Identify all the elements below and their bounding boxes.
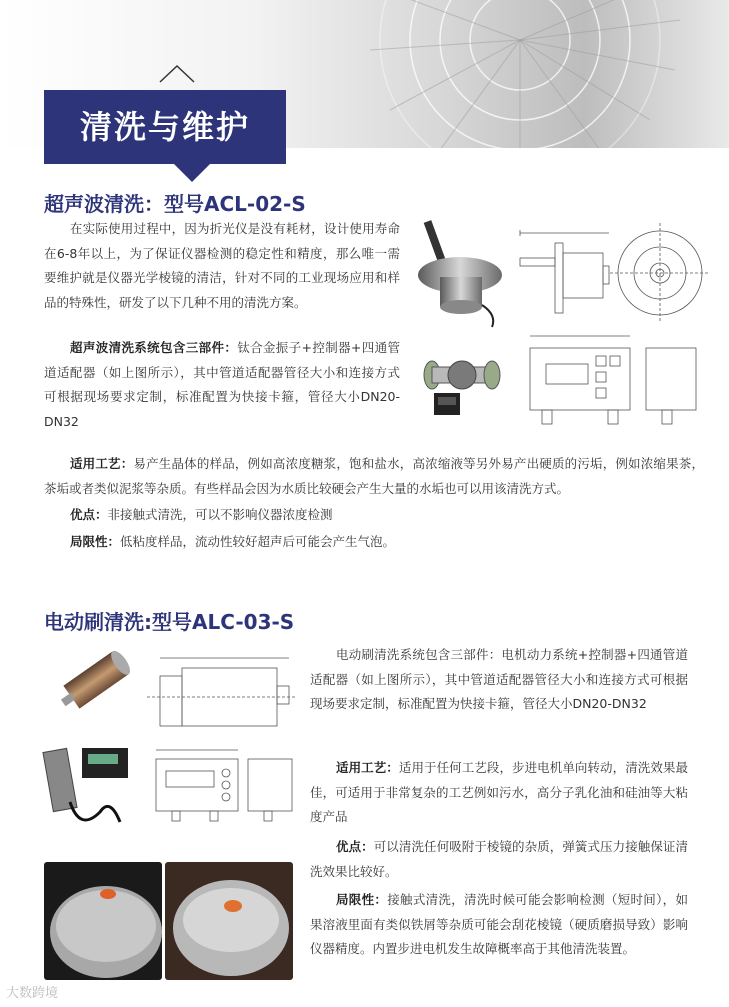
section2-limit-text: 接触式清洗，清洗时候可能会影响检测（短时间），如果溶液里面有类似铁屑等杂质可能会刮花棱镜（硬质磨损导致）影响仪器精度。内置步进电机发生故障概率高于其他清洗装置。 [310,892,688,956]
section2-advantage-text: 可以清洗任何吸附于棱镜的杂质，弹簧式压力接触保证清洗效果比较好。 [310,839,688,879]
section1-components-text: 钛合金振子+控制器+四通管道适配器（如上图所示），其中管道适配器管径大小和连接方式可根据现场要求定制，标准配置为快接卡箍，管径大小DN20-DN32 [44,340,400,429]
section2-process-label: 适用工艺： [336,760,399,775]
section2-heading: 电动刷清洗:型号ALC-03-S [44,610,295,634]
section-banner [44,90,286,164]
section2-process [310,756,688,830]
brush-prism-photo-1 [44,862,162,980]
section2-advantage-label: 优点： [336,839,374,854]
section1-limit-text: 低粘度样品，流动性较好超声后可能会产生气泡。 [120,534,396,549]
ultrasonic-pipe-adapter-photo [412,345,512,425]
watermark: 大数跨境 [6,986,59,1001]
section2-limit [310,888,688,962]
section2-intro: 电动刷清洗系统包含三部件：电机动力系统+控制器+四通管道适配器（如上图所示），其中管道适配器管径大小和连接方式可根据现场要求定制，标准配置为快接卡箍，管径大小DN20-DN32 [310,647,688,711]
section1-heading: 超声波清洗：型号ACL-02-S [44,192,306,216]
brush-controller-technical-drawing [148,745,300,825]
controller-technical-drawing [512,330,712,430]
section1-limit [70,530,700,555]
brush-controller-photo [40,742,135,832]
section1-components-label: 超声波清洗系统包含三部件： [70,340,238,355]
banner-title: 清洗与维护 [79,108,250,146]
section2-process-text: 适用于任何工艺段，步进电机单向转动，清洗效果最佳，可适用于非常复杂的工艺例如污水，高分子乳化油和硅油等大粘度产品 [310,760,688,824]
brush-prism-photo-2 [165,862,293,980]
section1-advantage-text: 非接触式清洗，可以不影响仪器浓度检测 [107,507,333,522]
section1-process [44,452,704,501]
section1-components [44,336,400,434]
section1-intro: 在实际使用过程中，因为折光仪是没有耗材，设计使用寿命在6-8年以上，为了保证仪器检测的稳定性和精度，那么唯一需要维护就是仪器光学棱镜的清洁，针对不同的工业现场应用和样品的特殊性，研发了以下几种不用的清洗方案。 [44,221,400,310]
section2-limit-label: 局限性： [336,892,388,907]
ultrasonic-transducer-photo [412,215,512,330]
section1-process-text: 易产生晶体的样品，例如高浓度糖浆，饱和盐水，高浓缩液等另外易产出硬质的污垢，例如浓缩果茶，茶垢或者类似泥浆等杂质。有些样品会因为水质比较硬会产生大量的水垢也可以用该清洗方式。 [44,456,704,496]
section1-process-label: 适用工艺： [70,456,134,471]
banner-pointer [174,164,210,182]
motor-technical-drawing [142,650,302,740]
chevron-up-icon [158,64,196,84]
section2-advantage [310,835,688,884]
section1-advantage-label: 优点： [70,507,108,522]
section1-limit-label: 局限性： [70,534,121,549]
brush-motor-photo [48,640,143,720]
transducer-technical-drawing [510,218,710,323]
section1-advantage [70,503,700,528]
